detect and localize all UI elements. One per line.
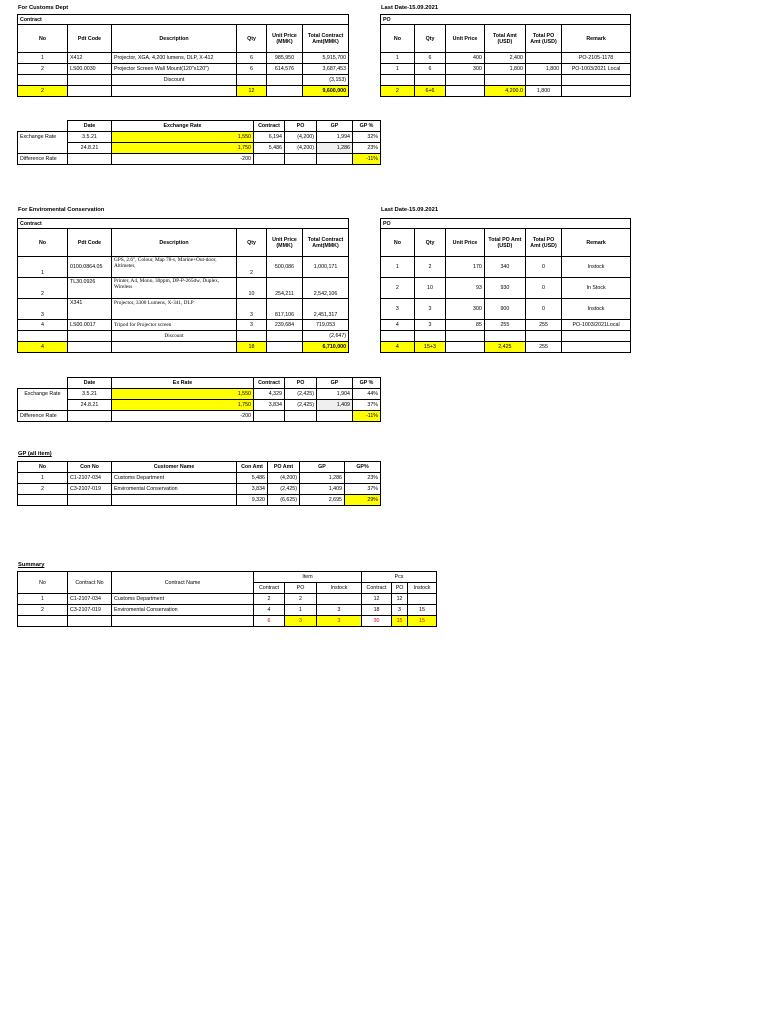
po-total-no: 4 (381, 342, 415, 353)
cell: 3 (414, 299, 445, 320)
cell: 1,550 (112, 132, 254, 143)
customs-contract-label: Contract (18, 15, 349, 25)
col-header: Total PO Amt (USD) (484, 229, 525, 257)
table-row (381, 299, 631, 320)
env-po-label: PO (381, 219, 631, 229)
col-header: PO Amt (268, 462, 300, 473)
table-row (381, 64, 631, 75)
po-total-amount: 2,425 (484, 342, 525, 353)
col-header: Pdt Code (68, 25, 112, 53)
col-header: Remark (562, 25, 631, 53)
po-total-po-amt: 255 (525, 342, 561, 353)
row-label (18, 400, 68, 411)
difference-row (18, 154, 381, 165)
gp-all-heading: GP (all item) (18, 451, 52, 457)
col-header: No (18, 572, 68, 594)
cell: C3-2107-019 (68, 605, 112, 616)
col-header: Unit Price (MMK) (267, 229, 303, 257)
table-row (18, 299, 349, 320)
cell (525, 53, 561, 64)
col-header: Description (112, 25, 237, 53)
discount-label: Discount (112, 331, 237, 342)
cell: X412 (68, 53, 112, 64)
cell: 32% (353, 132, 381, 143)
cell: 1,409 (317, 400, 353, 411)
total-cell: 30 (362, 616, 392, 627)
cell: In Stock (562, 278, 631, 299)
cell: LS00.0017 (68, 320, 112, 331)
cell: 4 (254, 605, 285, 616)
difference-row (18, 411, 381, 422)
table-row (18, 132, 381, 143)
cell: 239,684 (267, 320, 303, 331)
table-row (18, 278, 349, 299)
po-total-qty: 15+3 (414, 342, 445, 353)
cell: 4 (18, 320, 68, 331)
total-row (18, 342, 349, 353)
cell: PO-2105-1178 (562, 53, 631, 64)
cell: 985,950 (267, 53, 303, 64)
cell: 1 (18, 473, 68, 484)
total-no: 2 (18, 86, 68, 97)
cell: 3.5.21 (68, 132, 112, 143)
cell: 24.8.21 (68, 400, 112, 411)
col-header: Qty (414, 25, 445, 53)
total-amount: 6,710,000 (303, 342, 349, 353)
col-header: Total PO Amt (USD) (525, 25, 561, 53)
total-row (18, 495, 381, 506)
cell: 37% (353, 400, 381, 411)
cell: 6 (237, 64, 267, 75)
cell: 18 (362, 605, 392, 616)
cell: 85 (446, 320, 485, 331)
cell: 1,409 (300, 484, 345, 495)
col-header: Description (112, 229, 237, 257)
sub-header: Contract (254, 583, 285, 594)
cell: 300 (446, 299, 485, 320)
col-header: No (381, 25, 415, 53)
cell: Projector, XGA, 4,200 lumens, DLP, X-412 (112, 53, 237, 64)
cell: 5,486 (237, 473, 268, 484)
table-row (381, 257, 631, 278)
cell: Customs Department (112, 594, 254, 605)
discount-row (18, 75, 349, 86)
table-row (18, 473, 381, 484)
table-row (18, 257, 349, 278)
cell: 400 (446, 53, 485, 64)
total-cell: 15 (408, 616, 437, 627)
cell: (4,200) (285, 132, 317, 143)
col-header: GP % (353, 378, 381, 389)
cell: 4 (381, 320, 415, 331)
sub-header: PO (392, 583, 408, 594)
total-cell: 3 (285, 616, 317, 627)
customs-last-date: Last Date-15.09.2021 (381, 5, 439, 11)
cell: X341 (68, 299, 112, 320)
cell: Printer, A4, Mono, 30ppm, DP-P-265dw, Duplex, Wireless (112, 278, 237, 299)
col-header: Total Contract Amt(MMK) (303, 229, 349, 257)
cell: Tripod for Projector screen (112, 320, 237, 331)
col-header: Date (68, 378, 112, 389)
col-header: Qty (414, 229, 445, 257)
cell: 3 (381, 299, 415, 320)
col-header: Contract (254, 378, 285, 389)
col-header: Ex Rate (112, 378, 254, 389)
col-header: Con Amt (237, 462, 268, 473)
col-header: Unit Price (446, 229, 485, 257)
total-cell: 15 (392, 616, 408, 627)
po-total-amount: 4,200.0 (484, 86, 525, 97)
total-qty: 18 (237, 342, 267, 353)
col-header: Date (68, 121, 112, 132)
cell: 0 (525, 299, 561, 320)
cell: 23% (345, 473, 381, 484)
total-qty: 12 (237, 86, 267, 97)
cell: 10 (414, 278, 445, 299)
col-header: Unit Price (MMK) (267, 25, 303, 53)
col-header: Item (254, 572, 362, 583)
sub-header: Instock (317, 583, 362, 594)
cell: 340 (484, 257, 525, 278)
cell: 2 (18, 605, 68, 616)
cell: 1,286 (317, 143, 353, 154)
cell: GPS, 2.6", Colour, Map 78-s, Marine+Out-door, Altimeter, (112, 257, 237, 278)
cell: 1 (18, 594, 68, 605)
cell: (4,200) (268, 473, 300, 484)
col-header: No (381, 229, 415, 257)
cell: 2,542,106 (303, 278, 349, 299)
total-row (18, 86, 349, 97)
cell: 1,904 (317, 389, 353, 400)
cell: 93 (446, 278, 485, 299)
table-row (18, 64, 349, 75)
cell (317, 594, 362, 605)
total-cell: 6 (254, 616, 285, 627)
col-header: GP (317, 121, 353, 132)
cell: 817,106 (267, 299, 303, 320)
cell: 300 (446, 64, 485, 75)
sub-header: Instock (408, 583, 437, 594)
cell: 1 (381, 53, 415, 64)
cell: 254,211 (267, 278, 303, 299)
env-contract-label: Contract (18, 219, 349, 229)
cell: 4,329 (254, 389, 285, 400)
table-row (381, 53, 631, 64)
cell: 6 (237, 53, 267, 64)
cell: 3,687,453 (303, 64, 349, 75)
cell: Customs Department (112, 473, 237, 484)
table-row (18, 484, 381, 495)
cell: 1,750 (112, 143, 254, 154)
cell: 1 (381, 257, 415, 278)
cell: 500,086 (267, 257, 303, 278)
total-no: 4 (18, 342, 68, 353)
row-label: Difference Rate (18, 411, 68, 422)
table-row (18, 389, 381, 400)
cell (408, 594, 437, 605)
cell: 1 (381, 64, 415, 75)
total-gp: 2,695 (300, 495, 345, 506)
cell: 900 (484, 299, 525, 320)
total-gp-percent: 29% (345, 495, 381, 506)
cell: 1,800 (525, 64, 561, 75)
cell: Projector, 3300 Lumens, X-341, DLP (112, 299, 237, 320)
col-header: Total Amt (USD) (484, 25, 525, 53)
col-header: Contract (254, 121, 285, 132)
gp-all-table (17, 461, 381, 506)
cell: TL30.0926 (68, 278, 112, 299)
cell: 2 (285, 594, 317, 605)
cell: 2 (18, 278, 68, 299)
table-row (18, 594, 437, 605)
diff-gp-percent: -11% (353, 154, 381, 165)
row-label (18, 143, 68, 154)
cell: 3,834 (237, 484, 268, 495)
sub-header: PO (285, 583, 317, 594)
cell: 255 (525, 320, 561, 331)
col-header: PO (285, 378, 317, 389)
cell: 23% (353, 143, 381, 154)
env-contract-table (17, 218, 349, 353)
cell: 2 (381, 278, 415, 299)
cell: Enviromental Conservation (112, 605, 254, 616)
cell: 0 (525, 257, 561, 278)
cell: 2 (18, 64, 68, 75)
cell: 3 (237, 299, 267, 320)
cell: Instock (562, 257, 631, 278)
total-po-amt: (6,625) (268, 495, 300, 506)
cell: PO-1003/2021 Local (562, 64, 631, 75)
col-header: Total Contract Amt(MMK) (303, 25, 349, 53)
col-header: No (18, 229, 68, 257)
cell: 2 (237, 257, 267, 278)
cell: 3 (414, 320, 445, 331)
diff-gp-percent: -11% (353, 411, 381, 422)
col-header: No (18, 25, 68, 53)
cell: 24.8.21 (68, 143, 112, 154)
customs-contract-table (17, 14, 349, 97)
cell: LS00.0030 (68, 64, 112, 75)
cell: C3-2107-019 (68, 484, 112, 495)
col-header: Exchange Rate (112, 121, 254, 132)
row-label: Difference Rate (18, 154, 68, 165)
col-header: GP (317, 378, 353, 389)
env-rate-table (17, 377, 381, 422)
table-row (18, 400, 381, 411)
col-header: Total PO Amt (USD) (525, 229, 561, 257)
cell: 37% (345, 484, 381, 495)
cell: Instock (562, 299, 631, 320)
cell: C1-2107-034 (68, 594, 112, 605)
cell: 1 (18, 257, 68, 278)
po-total-qty: 6+6 (414, 86, 445, 97)
col-header: PO (285, 121, 317, 132)
customs-rate-table (17, 120, 381, 165)
cell: 719,053 (303, 320, 349, 331)
col-header: Qty (237, 229, 267, 257)
total-amount: 9,600,000 (303, 86, 349, 97)
cell: 2 (254, 594, 285, 605)
table-row (381, 320, 631, 331)
row-label: Exchange Rate (18, 132, 68, 143)
diff-value: -200 (112, 154, 254, 165)
cell: 2 (18, 484, 68, 495)
col-header: Qty (237, 25, 267, 53)
cell: 3 (18, 299, 68, 320)
cell: 3 (237, 320, 267, 331)
cell: 6 (414, 53, 445, 64)
env-heading: For Enviromental Conservation (18, 207, 105, 213)
col-header: Customer Name (112, 462, 237, 473)
col-header: Pdt Code (68, 229, 112, 257)
customs-heading: For Customs Dept (18, 5, 69, 11)
cell: 2,400 (484, 53, 525, 64)
cell: 6,194 (254, 132, 285, 143)
env-last-date: Last Date-15.09.2021 (381, 207, 439, 213)
summary-table (17, 571, 437, 627)
table-row (18, 605, 437, 616)
cell: 2 (414, 257, 445, 278)
cell: 1,286 (300, 473, 345, 484)
cell: 1,750 (112, 400, 254, 411)
total-con-amt: 9,320 (237, 495, 268, 506)
cell: (2,425) (268, 484, 300, 495)
discount-row (18, 331, 349, 342)
cell: 0100.0864.05 (68, 257, 112, 278)
cell: 6 (414, 64, 445, 75)
po-total-po-amt: 1,800 (525, 86, 561, 97)
cell: Projector Screen Wall Mount(120"x120") (112, 64, 237, 75)
cell: 1,800 (484, 64, 525, 75)
cell: 10 (237, 278, 267, 299)
col-header: Unit Price (446, 25, 485, 53)
cell: (2,425) (285, 400, 317, 411)
discount-value: (2,647) (303, 331, 349, 342)
cell: 3 (392, 605, 408, 616)
cell: 930 (484, 278, 525, 299)
cell: 170 (446, 257, 485, 278)
sub-header: Contract (362, 583, 392, 594)
cell: 614,576 (267, 64, 303, 75)
cell: 44% (353, 389, 381, 400)
cell: 5,486 (254, 143, 285, 154)
col-header: No (18, 462, 68, 473)
total-row (18, 616, 437, 627)
cell: 12 (362, 594, 392, 605)
cell: 3.5.21 (68, 389, 112, 400)
summary-heading: Summary (18, 562, 45, 568)
col-header: Contract No (68, 572, 112, 594)
cell: 12 (392, 594, 408, 605)
diff-value: -200 (112, 411, 254, 422)
table-row (18, 143, 381, 154)
cell: 3,834 (254, 400, 285, 411)
cell: 1 (285, 605, 317, 616)
cell: 1,994 (317, 132, 353, 143)
col-header: GP (300, 462, 345, 473)
cell: (4,200) (285, 143, 317, 154)
cell: Enviromental Conservation (112, 484, 237, 495)
po-total-no: 2 (381, 86, 415, 97)
customs-po-label: PO (381, 15, 631, 25)
col-header: Con No (68, 462, 112, 473)
customs-po-table (380, 14, 631, 97)
cell: 3 (317, 605, 362, 616)
env-po-table (380, 218, 631, 353)
cell: PO-1003/2021Local (562, 320, 631, 331)
cell: 255 (484, 320, 525, 331)
col-header: GP% (345, 462, 381, 473)
col-header: Remark (562, 229, 631, 257)
cell: (2,425) (285, 389, 317, 400)
cell: 1,000,171 (303, 257, 349, 278)
total-cell: 3 (317, 616, 362, 627)
cell: 15 (408, 605, 437, 616)
table-row (18, 320, 349, 331)
total-row (381, 86, 631, 97)
row-label: Exchange Rate (18, 389, 68, 400)
cell: C1-2107-034 (68, 473, 112, 484)
col-header: Pcs (362, 572, 437, 583)
discount-value: (3,153) (303, 75, 349, 86)
table-row (18, 53, 349, 64)
total-row (381, 342, 631, 353)
col-header: Contract Name (112, 572, 254, 594)
col-header: GP % (353, 121, 381, 132)
cell: 1 (18, 53, 68, 64)
cell: 5,915,700 (303, 53, 349, 64)
cell: 2,451,317 (303, 299, 349, 320)
cell: 1,550 (112, 389, 254, 400)
table-row (381, 278, 631, 299)
discount-label: Discount (112, 75, 237, 86)
cell: 0 (525, 278, 561, 299)
